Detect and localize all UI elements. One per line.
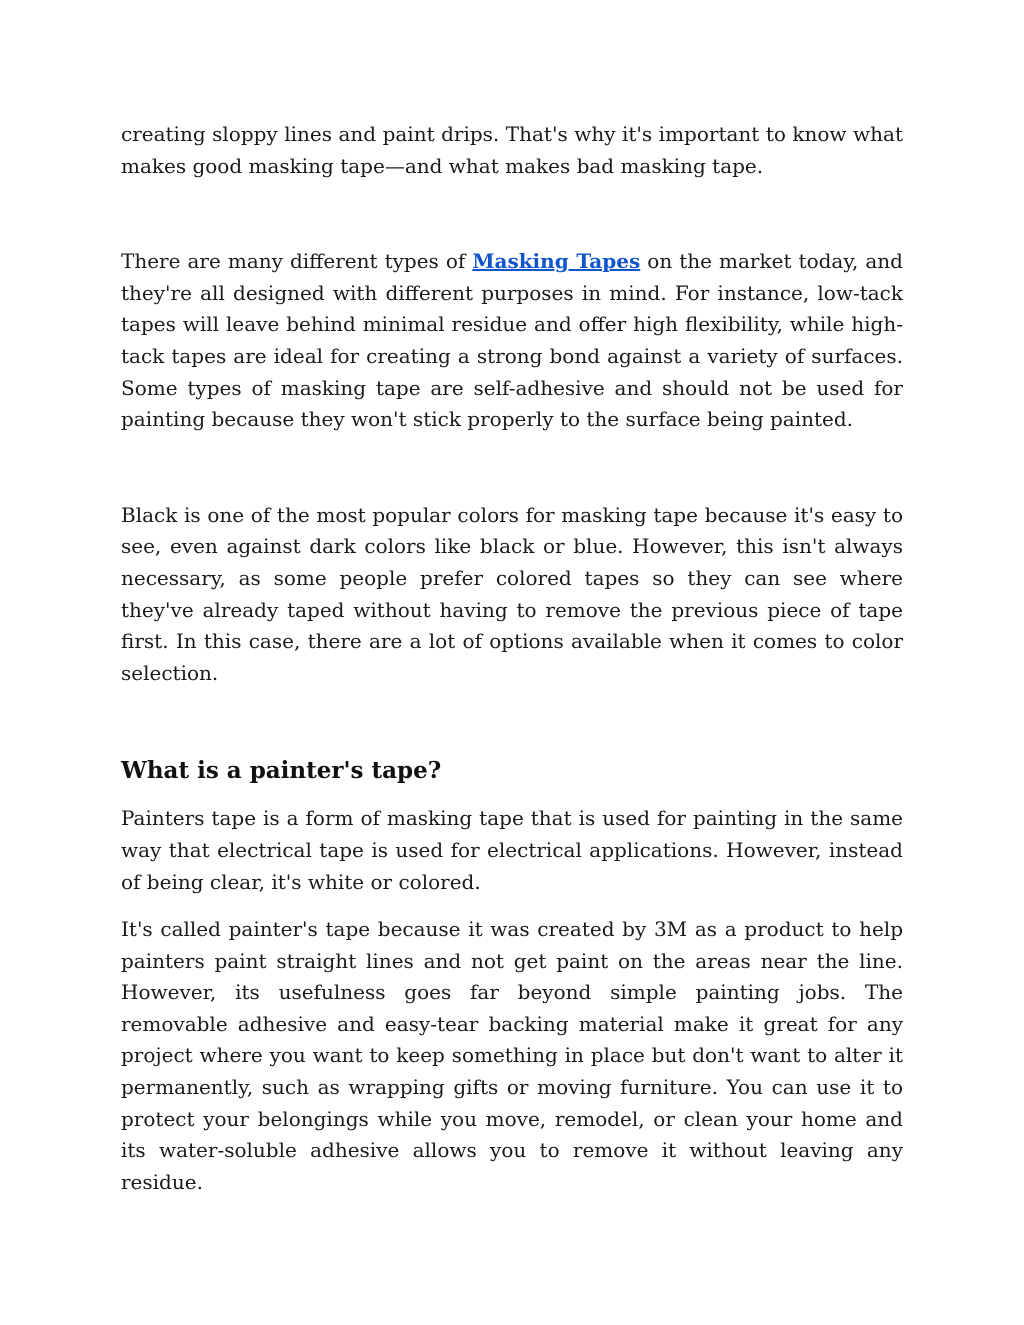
paragraph-text-before-link: There are many different types of <box>121 249 473 274</box>
paragraph-painters-tape-uses: It's called painter's tape because it was created by 3M as a product to help painters paint straight lines and not get paint on the areas near the line. However, its usefulness goes far beyond simple painting jobs. The removable adhesive and easy-tear backing material make it great for any project where you want to keep something in place but don't want to alter it permanently, such as wrapping gifts or moving furniture. You can use it to protect your belongings while you move, remodel, or clean your home and its water-soluble adhesive allows you to remove it without leaving any residue. <box>121 917 903 1194</box>
paragraph-masking-tape-types <box>121 246 903 436</box>
paragraph-sloppy-lines: creating sloppy lines and paint drips. That's why it's important to know what makes good masking tape—and what makes bad masking tape. <box>121 122 903 178</box>
paragraph-black-tape: Black is one of the most popular colors for masking tape because it's easy to see, even against dark colors like black or blue. However, this isn't always necessary, as some people prefer colored tapes so they can see where they've already taped without having to remove the previous piece of tape first. In this case, there are a lot of options available when it comes to color selection. <box>121 502 903 685</box>
section-heading: What is a painter's tape? <box>121 757 442 785</box>
paragraph-text-after-link: on the market today, and they're all designed with different purposes in mind. For instance, low-tack tapes will leave behind minimal residue and offer high flexibility, while high-tack tapes are ideal for creating a strong bond against a variety of surfaces. Some types of masking tape are self-adhesive and should not be used for painting because they won't stick properly to the surface being painted. <box>121 249 903 432</box>
document-body <box>121 119 903 1198</box>
paragraph-painters-tape-definition: Painters tape is a form of masking tape that is used for painting in the same way that electrical tape is used for electrical applications. However, instead of being clear, it's white or colored. <box>121 806 903 894</box>
masking-tapes-link[interactable]: Masking Tapes <box>472 249 641 274</box>
